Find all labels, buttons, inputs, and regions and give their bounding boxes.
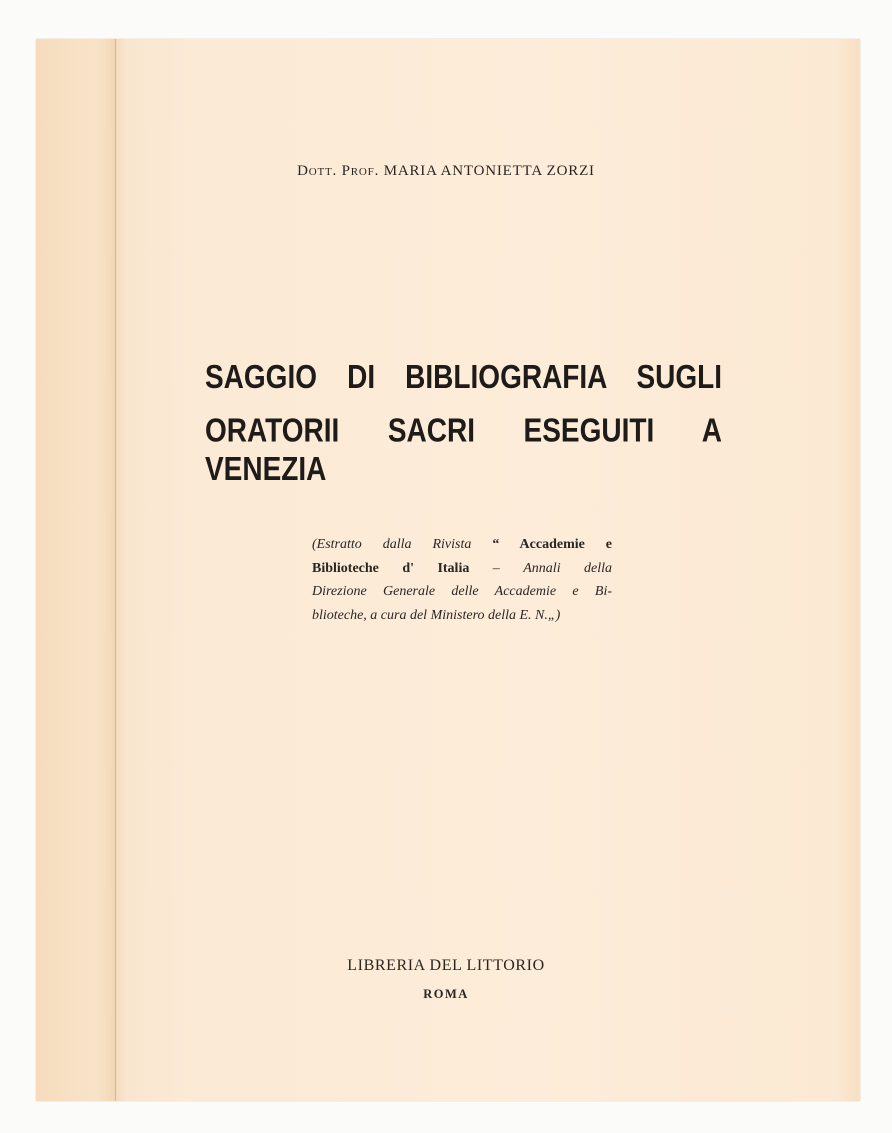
note-line-1 bbox=[312, 533, 612, 557]
author-name: MARIA ANTONIETTA ZORZI bbox=[383, 163, 595, 179]
extract-note bbox=[312, 533, 612, 627]
title-line-1: SAGGIO DI BIBLIOGRAFIA SUGLI bbox=[205, 357, 722, 395]
publisher-name: LIBRERIA DEL LITTORIO bbox=[347, 957, 545, 974]
note-source-intro: (Estratto dalla Rivista bbox=[312, 537, 472, 552]
note-annals: Annali della bbox=[523, 560, 613, 576]
title-line-2: ORATORII SACRI ESEGUITI A VENEZIA bbox=[205, 411, 722, 488]
note-dash: – bbox=[492, 560, 500, 576]
spine-fold bbox=[115, 39, 116, 1101]
note-journal-end: Biblioteche d' Italia bbox=[312, 560, 470, 576]
publisher-city: ROMA bbox=[423, 987, 469, 1001]
note-line-4: blioteche, a cura del Ministero della E. N.„) bbox=[312, 607, 561, 623]
note-line-3: Direzione Generale delle Accademie e Bi- bbox=[312, 584, 612, 599]
author-prefix: Dott. Prof. bbox=[297, 163, 380, 179]
author-line bbox=[0, 163, 892, 180]
note-line-2 bbox=[312, 557, 612, 581]
note-journal-start: “ Accademie e bbox=[492, 537, 613, 552]
